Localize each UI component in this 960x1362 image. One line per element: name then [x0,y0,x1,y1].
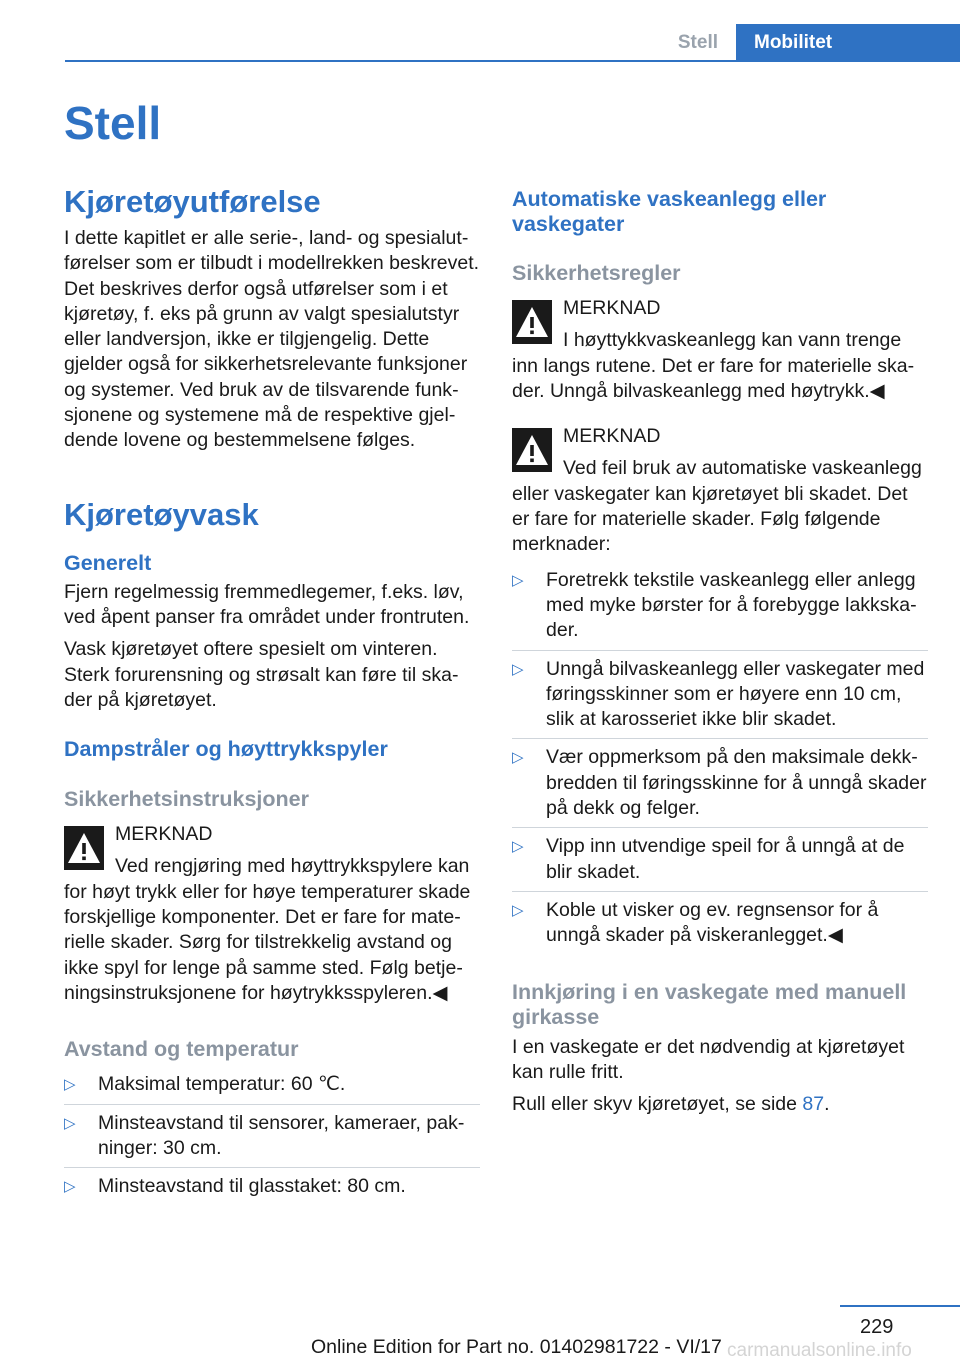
triangle-bullet-icon: ▷ [512,749,524,767]
list-divider [512,827,928,828]
warning-block [512,296,928,404]
triangle-bullet-icon: ▷ [512,838,524,856]
heading-vehicle-wash: Kjøretøyvask [64,496,259,532]
list-item: ▷ Minsteavstand til glasstaket: 80 cm. [64,1174,480,1199]
list-item: ▷ Maksimal temperatur: 60 ℃. [64,1072,480,1097]
page-title: Stell [64,97,162,149]
footer-divider [840,1305,960,1307]
list-item: ▷ Foretrekk tekstile vaskeanlegg eller anlegg med myke børster for å forebygge lakkskader. [512,568,917,642]
list-divider [512,650,928,651]
warning-title: MERKNAD [563,297,661,319]
list-item: ▷ Koble ut visker og ev. regnsensor for å unngå skader på viskeranlegget.◀ [512,898,879,947]
list-item: ▷ Unngå bilvaskeanlegg eller vaskegater med føringsskinner som er høyere enn 10 cm, slik at karosseriet ikke blir skadet. [512,657,925,731]
warning-block [512,424,928,557]
list-item: ▷ Vær oppmerksom på den maksimale dekkbredden til føringsskinne for å unngå skader på dekk og felger. [512,746,927,820]
paragraph-general-1: Fjern regelmessig fremmedlegemer, f.eks. løv, ved åpent panser fra området under frontruten. [64,580,470,628]
heading-safety-instructions: Sikkerhetsinstruksjoner [64,787,309,812]
warning-block [64,822,480,1006]
heading-manual-gearbox-wash: Innkjøring i en vaskegate med manuell girkasse [512,979,907,1029]
warning-triangle-icon [512,428,552,472]
warning-title: MERKNAD [115,823,213,846]
warning-title: MERKNAD [563,425,661,448]
left-column [64,182,480,1199]
paragraph-vehicle-design: I dette kapitlet er alle serie-, land- og spesialutførelser som er tilbudt i modellrekken beskrevet. Det beskrives derfor også utførelser som i et kjøretøy, f. eks på grunn av valgt spesialutstyr eller landversjon, ikke er tilgjengelig. Dette gjelder også for sikkerhetsrelevante funksjoner og systemer. Ved bruk av de tilsvarende funksjonene og systemene må de respektive gjeldende lovene og bestemmelsene følges. [64,227,480,452]
triangle-bullet-icon: ▷ [64,1076,76,1094]
triangle-bullet-icon: ▷ [512,901,524,919]
warning-text: inn langs rutene. Det er fare for materielle skader. Unngå bilvaskeanlegg med høytrykk.◀ [512,354,915,402]
warning-text-first-line: Ved rengjøring med høyttrykkspylere kan [115,855,470,878]
tab-stell[interactable]: Stell [660,24,736,62]
heading-steam-pressure: Dampstråler og høyttrykkspyler [64,737,388,762]
edition-text: Online Edition for Part no. 01402981722 - VI/17 [311,1336,722,1358]
warning-text-first-line: I høyttykkvaskeanlegg kan vann trenge [563,329,902,352]
triangle-bullet-icon: ▷ [512,660,524,678]
list-item: ▷ Minsteavstand til sensorer, kameraer, pakninger: 30 cm. [64,1111,465,1159]
triangle-bullet-icon: ▷ [64,1114,76,1132]
triangle-bullet-icon: ▷ [512,571,524,589]
triangle-bullet-icon: ▷ [64,1178,76,1196]
header-divider [65,60,960,62]
list-divider [64,1104,480,1105]
heading-automatic-wash: Automatiske vaskeanlegg eller vaskegater [512,187,827,236]
heading-general: Generelt [64,550,152,575]
page-number: 229 [860,1316,894,1338]
warning-text: eller vaskegater kan kjøretøyet bli skadet. Det er fare for materielle skader. Følg følgende merknader: [512,482,908,556]
list-divider [512,891,928,892]
heading-distance-temperature: Avstand og temperatur [64,1037,299,1062]
warning-triangle-icon [64,826,104,870]
paragraph-manual-2: Rull eller skyv kjøretøyet, se side 87. [512,1093,830,1116]
paragraph-general-2: Vask kjøretøyet oftere spesielt om vinteren. Sterk forurensning og strøsalt kan føre til skader på kjøretøyet. [64,638,459,711]
distance-list [64,1072,480,1199]
right-column [512,187,928,1117]
tab-mobilitet[interactable]: Mobilitet [736,24,960,62]
header-tabs [660,24,960,62]
paragraph-manual-1: I en vaskegate er det nødvendig at kjøretøyet kan rulle fritt. [512,1035,905,1083]
list-divider [512,738,928,739]
list-divider [64,1167,480,1168]
warning-triangle-icon [512,300,552,344]
warning-text: for høyt trykk eller for høye temperaturer skade forskjellige komponenter. Det er fare for materielle skader. Sørg for tilstrekkelig avstand og ikke spyl for lenge på samme sted. Følg betjeningsinstruksjonene for høytrykksspyleren.◀ [64,880,471,1004]
heading-vehicle-design: Kjøretøyutførelse [64,184,321,219]
page-reference-link[interactable]: 87 [802,1093,825,1116]
watermark: carmanualsonline.info [727,1340,912,1361]
warning-text-first-line: Ved feil bruk av automatiske vaskeanlegg [563,457,922,480]
wash-precautions-list [512,568,928,949]
list-item: ▷ Vipp inn utvendige speil for å unngå at de blir skadet. [512,835,905,883]
heading-safety-rules: Sikkerhetsregler [512,261,681,285]
